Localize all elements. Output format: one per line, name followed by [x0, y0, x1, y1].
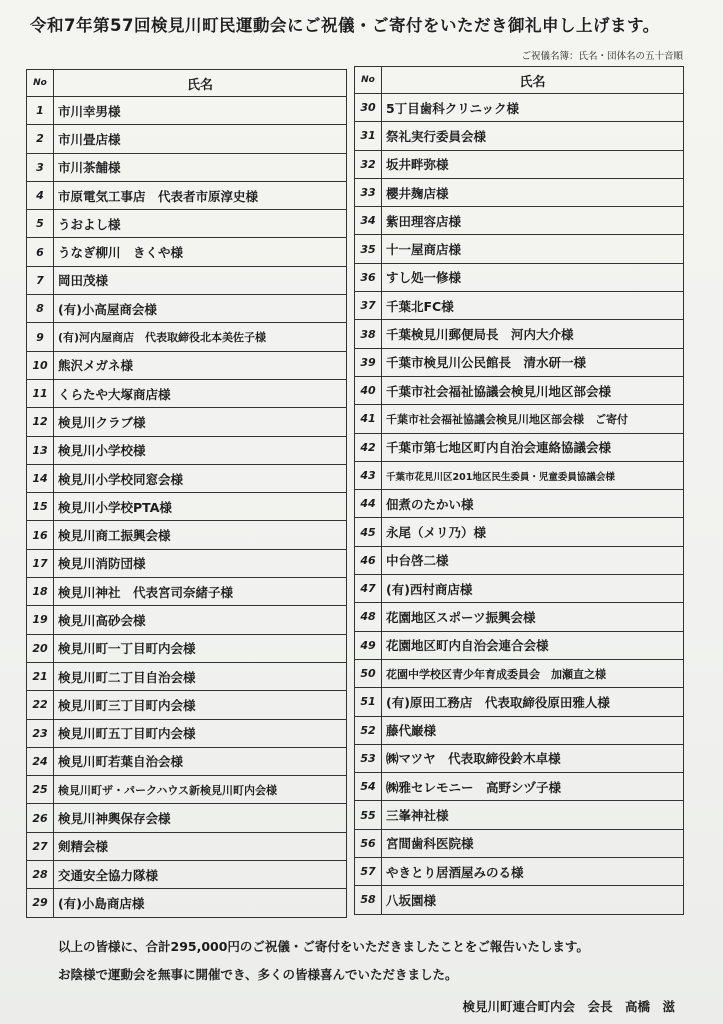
row-number: 20	[27, 634, 54, 662]
donor-name: (有)小高屋商会様	[54, 295, 347, 323]
table-row	[27, 436, 347, 464]
table-row	[355, 829, 684, 857]
row-number: 54	[355, 773, 382, 801]
table-row	[355, 546, 684, 574]
table-row	[27, 379, 347, 407]
table-row	[27, 181, 347, 209]
row-number: 5	[27, 210, 54, 238]
table-row	[27, 578, 347, 606]
row-number: 9	[27, 323, 54, 351]
donor-name: 検見川消防団様	[54, 549, 347, 577]
row-number: 35	[355, 235, 382, 263]
table-row	[355, 518, 684, 546]
donor-name: 交通安全協力隊様	[54, 861, 347, 889]
donor-name: 祭礼実行委員会様	[382, 122, 684, 150]
donor-name: (有)河内屋商店 代表取締役北本美佐子様	[54, 323, 347, 351]
table-row	[27, 776, 347, 804]
sort-order-note: ご祝儀名簿：氏名・団体名の五十音順	[521, 51, 683, 62]
donor-table-right	[354, 66, 684, 915]
row-number: 7	[27, 266, 54, 294]
table-row	[27, 295, 347, 323]
row-number: 36	[355, 263, 382, 291]
column-header-no: No	[27, 70, 54, 97]
row-number: 18	[27, 578, 54, 606]
donor-name: 花園地区町内自治会連合会様	[382, 631, 684, 659]
row-number: 17	[27, 549, 54, 577]
donor-name: 検見川小学校様	[54, 436, 347, 464]
row-number: 55	[355, 801, 382, 829]
donor-name: くらたや大塚商店様	[54, 379, 347, 407]
signature-line: 検見川町連合町内会 会長 高橋 滋	[462, 999, 675, 1014]
table-row	[27, 889, 347, 917]
table-row	[355, 320, 684, 348]
donor-name: 千葉市社会福祉協議会検見川地区部会様 ご寄付	[382, 405, 684, 433]
table-row	[355, 122, 684, 150]
row-number: 1	[27, 97, 54, 125]
donor-name: 佃煮のたかい様	[382, 490, 684, 518]
table-row	[27, 238, 347, 266]
donor-name: 中台啓二様	[382, 546, 684, 574]
donor-name: 検見川神社 代表宮司奈緒子様	[54, 578, 347, 606]
donor-name: (有)小島商店様	[54, 889, 347, 917]
row-number: 2	[27, 125, 54, 153]
donor-name: 千葉市花見川区201地区民生委員・児童委員協議会様	[382, 461, 684, 489]
table-row	[355, 603, 684, 631]
donor-name: 検見川小学校PTA様	[54, 493, 347, 521]
row-number: 15	[27, 493, 54, 521]
row-number: 38	[355, 320, 382, 348]
row-number: 34	[355, 207, 382, 235]
row-number: 50	[355, 659, 382, 687]
table-row	[27, 691, 347, 719]
table-row	[355, 631, 684, 659]
donor-name: 十一屋商店様	[382, 235, 684, 263]
donor-name: 櫻井麹店様	[382, 178, 684, 206]
row-number: 32	[355, 150, 382, 178]
donor-name: 紫田理容店様	[382, 207, 684, 235]
row-number: 53	[355, 744, 382, 772]
document-title: 令和7年第57回検見川町民運動会にご祝儀・ご寄付をいただき御礼申し上げます。	[30, 16, 660, 35]
row-number: 33	[355, 178, 382, 206]
donor-name: 検見川高砂会様	[54, 606, 347, 634]
row-number: 37	[355, 292, 382, 320]
donor-name: 千葉市社会福祉協議会検見川地区部会様	[382, 376, 684, 404]
row-number: 41	[355, 405, 382, 433]
table-row	[27, 719, 347, 747]
donor-name: 花園地区スポーツ振興会様	[382, 603, 684, 631]
donor-table-left-body	[27, 97, 347, 918]
donor-name: 藤代巌様	[382, 716, 684, 744]
row-number: 47	[355, 575, 382, 603]
donor-table-right-body	[355, 94, 684, 915]
row-number: 43	[355, 461, 382, 489]
row-number: 58	[355, 886, 382, 914]
row-number: 57	[355, 858, 382, 886]
table-row	[27, 408, 347, 436]
donor-name: (有)西村商店様	[382, 575, 684, 603]
table-row	[355, 207, 684, 235]
row-number: 11	[27, 379, 54, 407]
table-row	[27, 351, 347, 379]
table-row	[355, 886, 684, 914]
table-row	[355, 688, 684, 716]
donor-name: 千葉北FC様	[382, 292, 684, 320]
table-row	[355, 405, 684, 433]
table-row	[27, 804, 347, 832]
row-number: 8	[27, 295, 54, 323]
row-number: 29	[27, 889, 54, 917]
donor-name: 市川茶舗様	[54, 153, 347, 181]
donor-name: 八坂園様	[382, 886, 684, 914]
table-row	[27, 662, 347, 690]
donor-name: 検見川町五丁目町内会様	[54, 719, 347, 747]
table-row	[355, 292, 684, 320]
table-header-row	[27, 70, 347, 97]
row-number: 24	[27, 747, 54, 775]
row-number: 10	[27, 351, 54, 379]
donor-name: うなぎ柳川 きくや様	[54, 238, 347, 266]
table-row	[355, 461, 684, 489]
donor-name: 検見川町三丁目町内会様	[54, 691, 347, 719]
donor-name: 坂井畔弥様	[382, 150, 684, 178]
table-row	[355, 150, 684, 178]
table-row	[355, 376, 684, 404]
donor-name: 検見川町ザ・パークハウス新検見川町内会様	[54, 776, 347, 804]
row-number: 21	[27, 662, 54, 690]
table-header-row	[355, 67, 684, 94]
column-header-name: 氏名	[54, 70, 347, 97]
donor-name: 千葉検見川郵便局長 河内大介様	[382, 320, 684, 348]
donor-name: 宮間歯科医院様	[382, 829, 684, 857]
donor-name: うおよし様	[54, 210, 347, 238]
row-number: 28	[27, 861, 54, 889]
table-row	[355, 659, 684, 687]
donor-name: すし処一修様	[382, 263, 684, 291]
table-row	[27, 323, 347, 351]
table-row	[355, 773, 684, 801]
donor-name: 検見川クラブ様	[54, 408, 347, 436]
row-number: 51	[355, 688, 382, 716]
row-number: 49	[355, 631, 382, 659]
row-number: 56	[355, 829, 382, 857]
row-number: 31	[355, 122, 382, 150]
row-number: 19	[27, 606, 54, 634]
row-number: 39	[355, 348, 382, 376]
row-number: 30	[355, 94, 382, 122]
row-number: 25	[27, 776, 54, 804]
donor-name: ㈱マツヤ 代表取締役鈴木卓様	[382, 744, 684, 772]
row-number: 3	[27, 153, 54, 181]
row-number: 45	[355, 518, 382, 546]
donor-name: 花園中学校区青少年育成委員会 加瀬直之様	[382, 659, 684, 687]
table-row	[27, 153, 347, 181]
table-row	[27, 832, 347, 860]
table-row	[355, 433, 684, 461]
table-row	[355, 94, 684, 122]
table-row	[27, 861, 347, 889]
row-number: 46	[355, 546, 382, 574]
row-number: 22	[27, 691, 54, 719]
donor-name: 岡田茂様	[54, 266, 347, 294]
table-row	[355, 716, 684, 744]
row-number: 12	[27, 408, 54, 436]
donor-name: 検見川町若葉自治会様	[54, 747, 347, 775]
table-row	[27, 549, 347, 577]
donor-name: (有)原田工務店 代表取締役原田雅人様	[382, 688, 684, 716]
table-row	[27, 634, 347, 662]
row-number: 42	[355, 433, 382, 461]
table-row	[27, 747, 347, 775]
donor-name: やきとり居酒屋みのる様	[382, 858, 684, 886]
row-number: 48	[355, 603, 382, 631]
table-row	[355, 348, 684, 376]
table-row	[355, 263, 684, 291]
table-row	[355, 801, 684, 829]
table-row	[355, 490, 684, 518]
row-number: 23	[27, 719, 54, 747]
donor-name: 熊沢メガネ様	[54, 351, 347, 379]
row-number: 44	[355, 490, 382, 518]
donor-name: 永尾（メリ乃）様	[382, 518, 684, 546]
table-row	[27, 97, 347, 125]
table-row	[355, 744, 684, 772]
row-number: 6	[27, 238, 54, 266]
table-row	[27, 493, 347, 521]
donor-name: 検見川神輿保存会様	[54, 804, 347, 832]
column-header-no: No	[355, 67, 382, 94]
donor-table-left	[26, 69, 347, 918]
table-row	[27, 606, 347, 634]
table-row	[355, 575, 684, 603]
row-number: 4	[27, 181, 54, 209]
row-number: 13	[27, 436, 54, 464]
donor-name: ㈱雅セレモニー 高野シヅ子様	[382, 773, 684, 801]
donor-name: 千葉市第七地区町内自治会連絡協議会様	[382, 433, 684, 461]
donor-name: 市川畳店様	[54, 125, 347, 153]
table-row	[27, 464, 347, 492]
donor-name: 千葉市検見川公民館長 清水研一様	[382, 348, 684, 376]
table-row	[355, 235, 684, 263]
row-number: 52	[355, 716, 382, 744]
row-number: 16	[27, 521, 54, 549]
row-number: 27	[27, 832, 54, 860]
donor-name: 検見川商工振興会様	[54, 521, 347, 549]
table-row	[355, 178, 684, 206]
donor-name: 剣精会様	[54, 832, 347, 860]
donor-name: 三峯神社様	[382, 801, 684, 829]
row-number: 40	[355, 376, 382, 404]
footer-summary: 以上の皆様に、合計295,000円のご祝儀・ご寄付をいただきましたことをご報告いたします。	[58, 939, 589, 954]
donor-name: 市川幸男様	[54, 97, 347, 125]
table-row	[27, 210, 347, 238]
donor-name: 5丁目歯科クリニック様	[382, 94, 684, 122]
donor-name: 検見川町二丁目自治会様	[54, 662, 347, 690]
table-row	[27, 521, 347, 549]
table-row	[27, 125, 347, 153]
row-number: 26	[27, 804, 54, 832]
row-number: 14	[27, 464, 54, 492]
table-row	[27, 266, 347, 294]
footer-thanks: お陰様で運動会を無事に開催でき、多くの皆様喜んでいただきました。	[58, 967, 458, 982]
donor-name: 検見川小学校同窓会様	[54, 464, 347, 492]
table-row	[355, 858, 684, 886]
column-header-name: 氏名	[382, 67, 684, 94]
donor-name: 市原電気工事店 代表者市原淳史様	[54, 181, 347, 209]
donor-name: 検見川町一丁目町内会様	[54, 634, 347, 662]
